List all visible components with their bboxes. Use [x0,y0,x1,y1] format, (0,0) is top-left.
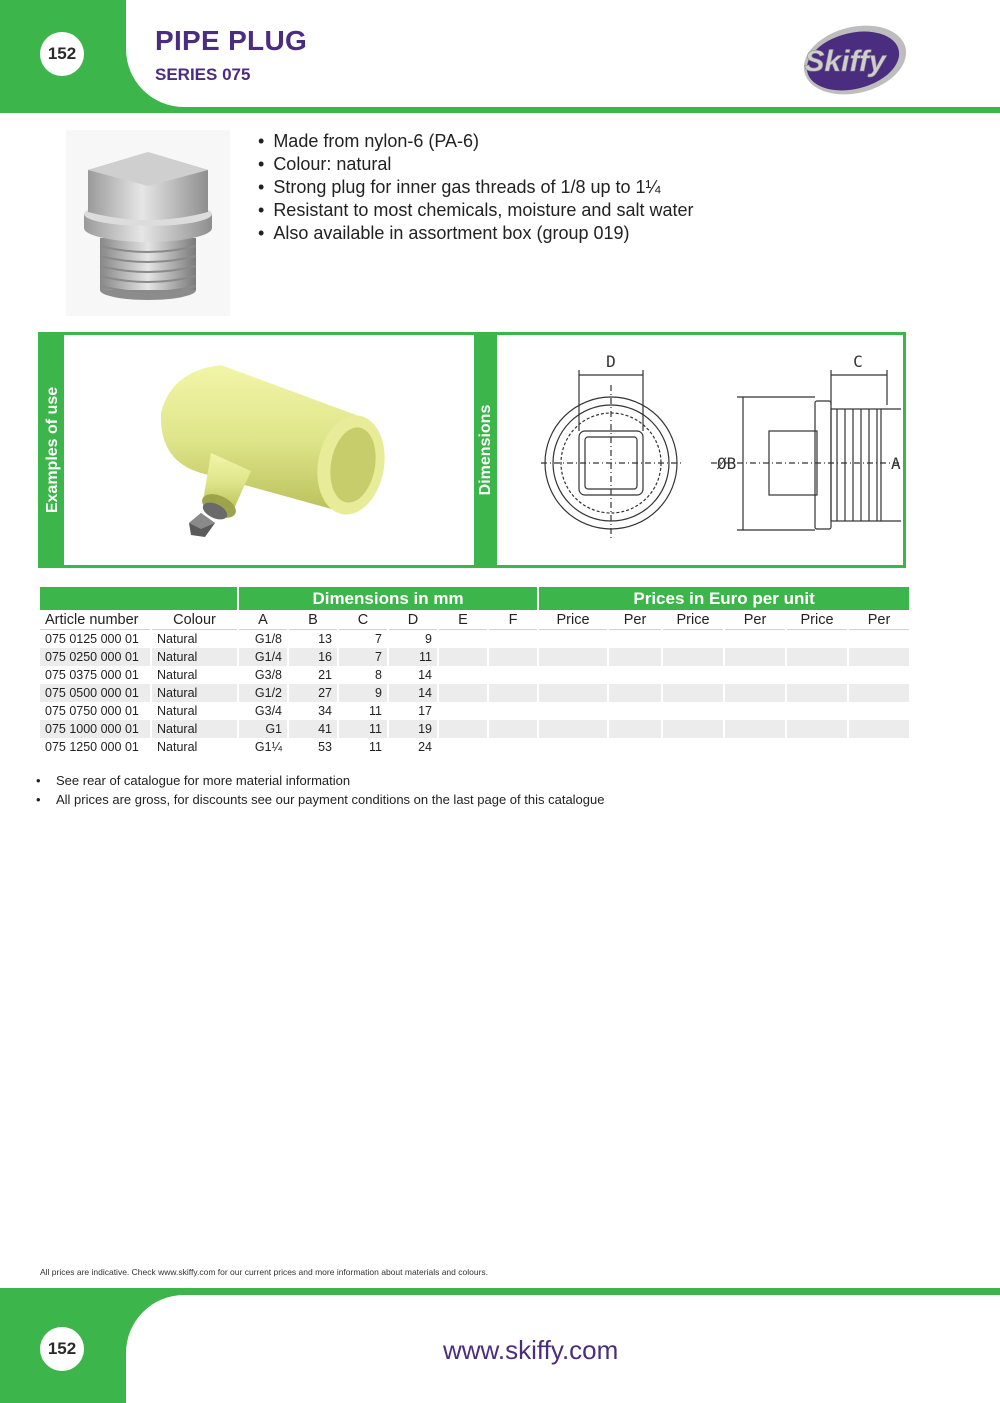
colour-cell: Natural [152,720,237,738]
table-row [40,738,909,756]
empty-cell [787,666,847,684]
empty-cell [489,684,537,702]
empty-cell [663,666,723,684]
feature-item: • Resistant to most chemicals, moisture and salt water [258,199,693,222]
dim-d-cell: 14 [418,668,432,682]
column-header: E [439,610,487,630]
dimension-d-label: D [606,352,616,371]
page-number-badge: 152 [40,32,84,76]
colour-cell: Natural [157,668,198,682]
empty-cell [663,648,723,666]
dim-a-cell: G1¼ [254,740,282,754]
feature-item: • Strong plug for inner gas threads of 1/8 up to 1¼ [258,176,693,199]
empty-cell [489,720,537,738]
colour-cell: Natural [152,648,237,666]
feature-item: • Also available in assortment box (group 019) [258,222,693,245]
empty-cell [439,738,487,756]
page-number-badge-footer: 152 [40,1327,84,1371]
feature-item: • Colour: natural [258,153,693,176]
feature-item: • Made from nylon-6 (PA-6) [258,130,693,153]
empty-cell [609,630,661,648]
dim-c-cell: 8 [375,668,382,682]
dim-b-cell: 16 [289,648,337,666]
empty-cell [849,630,909,648]
colour-cell: Natural [157,740,198,754]
empty-cell [539,702,607,720]
empty-cell [725,720,785,738]
empty-cell [439,720,487,738]
empty-cell [609,738,661,756]
table-row [40,684,909,702]
notes-list [36,771,604,809]
column-header: Per [849,610,909,630]
group-header-blank [40,587,237,610]
column-header: Colour [152,610,237,630]
dim-c-cell: 11 [339,720,387,738]
dim-d-cell: 9 [425,632,432,646]
empty-cell [539,720,607,738]
table-row [40,720,909,738]
dim-d-cell: 19 [389,720,437,738]
feature-list [258,130,693,245]
column-header: Article number [40,610,150,630]
empty-cell [663,630,723,648]
dim-d-cell: 14 [389,684,437,702]
column-header: Per [609,610,661,630]
tee-fitting-example-image [141,353,401,553]
empty-cell [439,666,487,684]
dim-a-cell: G1 [239,720,287,738]
dim-b-cell: 34 [318,704,332,718]
article-number-cell: 075 1250 000 01 [45,740,139,754]
empty-cell [849,666,909,684]
empty-cell [439,648,487,666]
dim-b-cell: 53 [318,740,332,754]
dim-c-cell: 7 [339,648,387,666]
empty-cell [539,666,607,684]
empty-cell [787,684,847,702]
table-row [40,702,909,720]
colour-cell: Natural [157,632,198,646]
dimension-c-label: C [853,352,863,371]
empty-cell [787,648,847,666]
empty-cell [539,630,607,648]
article-number-cell: 075 0500 000 01 [40,684,150,702]
examples-of-use-label: Examples of use [41,335,64,565]
empty-cell [725,684,785,702]
empty-cell [609,720,661,738]
column-header: Price [787,610,847,630]
note-item: • See rear of catalogue for more material information [36,771,604,790]
column-header: Per [725,610,785,630]
group-header-prices: Prices in Euro per unit [539,587,909,610]
column-header: B [289,610,337,630]
empty-cell [787,630,847,648]
dim-c-cell: 9 [339,684,387,702]
empty-cell [439,702,487,720]
empty-cell [539,684,607,702]
specification-table [39,587,906,756]
article-number-cell: 075 0125 000 01 [45,632,139,646]
empty-cell [849,702,909,720]
empty-cell [539,738,607,756]
article-number-cell: 075 0375 000 01 [45,668,139,682]
group-header-dimensions: Dimensions in mm [239,587,537,610]
empty-cell [725,738,785,756]
empty-cell [725,666,785,684]
table-row [40,666,909,684]
article-number-cell: 075 1000 000 01 [40,720,150,738]
empty-cell [725,702,785,720]
dim-c-cell: 7 [375,632,382,646]
empty-cell [439,684,487,702]
empty-cell [539,648,607,666]
empty-cell [609,684,661,702]
dim-b-cell: 21 [318,668,332,682]
empty-cell [663,684,723,702]
dimension-drawing [511,345,901,560]
dim-b-cell: 41 [289,720,337,738]
dimension-a-label: A [891,454,901,473]
dimension-b-label: ØB [717,454,737,473]
dim-c-cell: 11 [369,704,382,718]
empty-cell [849,738,909,756]
empty-cell [725,648,785,666]
column-header: C [339,610,387,630]
empty-cell [787,738,847,756]
article-number-cell: 075 0250 000 01 [40,648,150,666]
empty-cell [609,648,661,666]
empty-cell [663,720,723,738]
page-subtitle: SERIES 075 [155,65,251,84]
column-header: Price [663,610,723,630]
empty-cell [609,666,661,684]
table-row [40,630,909,648]
dim-a-cell: G3/4 [254,704,282,718]
logo-wordmark: Skiffy [804,45,886,78]
empty-cell [849,684,909,702]
dim-a-cell: G1/4 [239,648,287,666]
pipe-plug-product-image [66,130,230,316]
dim-b-cell: 27 [289,684,337,702]
dim-c-cell: 11 [369,740,382,754]
empty-cell [439,630,487,648]
dim-d-cell: 17 [418,704,432,718]
column-header: D [389,610,437,630]
colour-cell: Natural [152,684,237,702]
column-header: Price [539,610,607,630]
empty-cell [787,702,847,720]
dim-a-cell: G1/2 [239,684,287,702]
empty-cell [489,702,537,720]
column-header: F [489,610,537,630]
empty-cell [849,648,909,666]
empty-cell [663,738,723,756]
empty-cell [489,666,537,684]
empty-cell [849,720,909,738]
website-link[interactable]: www.skiffy.com [443,1335,619,1365]
skiffy-logo [793,18,911,100]
note-item: • All prices are gross, for discounts see our payment conditions on the last page of this catalogue [36,790,604,809]
empty-cell [787,720,847,738]
dim-b-cell: 13 [318,632,332,646]
empty-cell [725,630,785,648]
dim-d-cell: 24 [418,740,432,754]
examples-dimensions-panel [38,332,906,568]
dim-d-cell: 11 [389,648,437,666]
colour-cell: Natural [157,704,198,718]
column-header: A [239,610,287,630]
dimensions-label: Dimensions [474,335,497,565]
table-row [40,648,909,666]
empty-cell [489,648,537,666]
empty-cell [489,738,537,756]
empty-cell [663,702,723,720]
article-number-cell: 075 0750 000 01 [45,704,139,718]
dim-a-cell: G3/8 [254,668,282,682]
price-disclaimer: All prices are indicative. Check www.skiffy.com for our current prices and more information about materials and colours. [40,1267,489,1277]
empty-cell [489,630,537,648]
empty-cell [609,702,661,720]
dim-a-cell: G1/8 [254,632,282,646]
page-title: PIPE PLUG [155,25,308,56]
